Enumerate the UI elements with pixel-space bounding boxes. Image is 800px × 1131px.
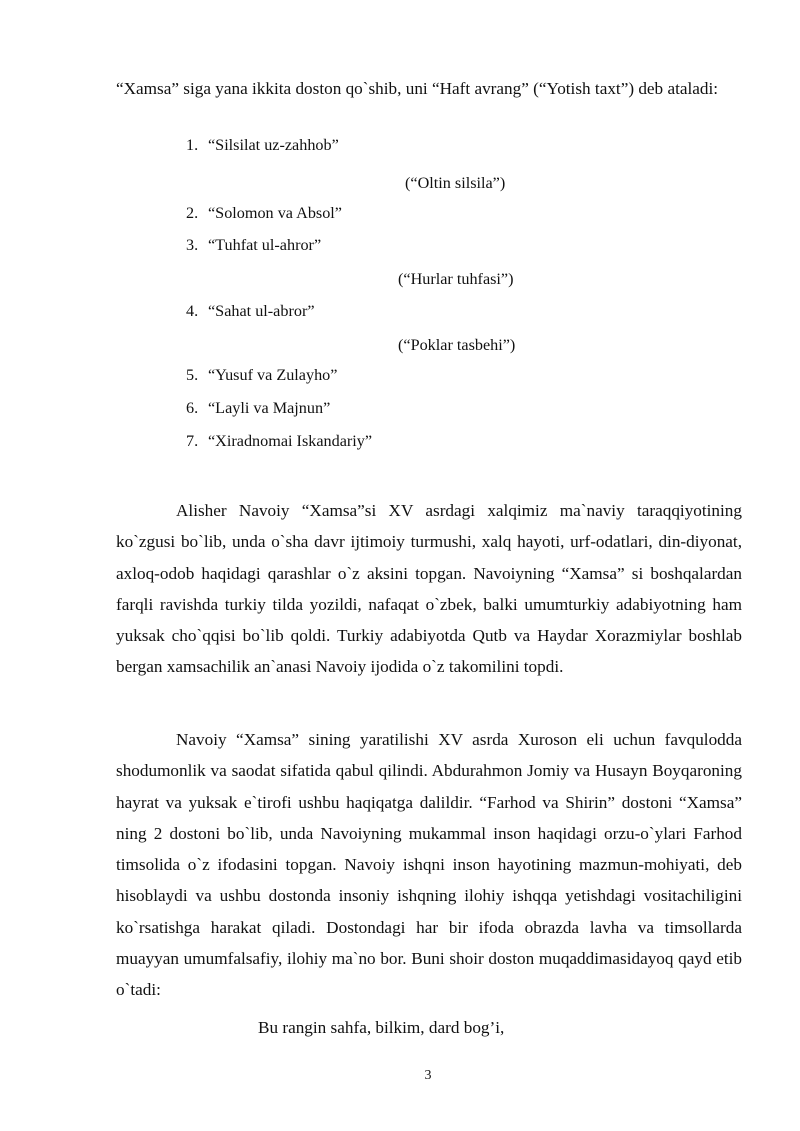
list-item — [186, 236, 321, 255]
list-item-title: “Silsilat uz-zahhob” — [208, 136, 339, 154]
list-item-title: “Layli va Majnun” — [208, 399, 331, 417]
list-item-number: 5. — [186, 366, 199, 384]
list-item — [186, 399, 330, 418]
list-item — [186, 204, 342, 223]
verse-line: Bu rangin sahfa, bilkim, dard bog’i, — [258, 1018, 505, 1037]
body-paragraph: Navoiy “Xamsa” sining yaratilishi XV asrda Xuroson eli uchun favqulodda shodumonlik va saodat sifatida qabul qilindi. Abdurahmon Jomiy va Husayn Boyqaroning hayrat va yuksak e`tirofi ushbu haqiqatga dalildir. “Farhod va Shirin” dostoni “Xamsa” ning 2 dostoni bo`lib, unda Navoiyning mukammal inson haqidagi orzu-o`ylari Farhod timsolida o`z ifodasini topgan. Navoiy ishqni inson hayotining mazmun-mohiyati, deb hisoblaydi va ushbu dostonda insoniy ishqning ilohiy ishqqa yetishdagi vositachiligini ko`rsatishga harakat qiladi. Dostondagi har bir ifoda obrazda lavha va timsollarda muayyan umumfalsafiy, ilohiy ma`no bor. Buni shoir doston muqaddimasidayoq qayd etib o`tadi: — [116, 730, 742, 1000]
list-item-title: “Xiradnomai Iskandariy” — [208, 432, 373, 450]
list-item — [186, 366, 337, 385]
list-item-title: “Solomon va Absol” — [208, 204, 342, 222]
list-item-translation: (“Oltin silsila”) — [405, 174, 506, 192]
intro-paragraph: “Xamsa” siga yana ikkita doston qo`shib, uni “Haft avrang” (“Yotish taxt”) deb ataladi: — [116, 79, 719, 98]
page-number: 3 — [424, 1068, 432, 1083]
list-item-number: 3. — [186, 236, 199, 254]
list-item-title: “Yusuf va Zulayho” — [208, 366, 338, 384]
list-item-translation: (“Poklar tasbehi”) — [398, 336, 516, 354]
list-item-number: 4. — [186, 302, 199, 320]
list-item-title: “Tuhfat ul-ahror” — [208, 236, 322, 254]
list-item-translation: (“Hurlar tuhfasi”) — [398, 270, 514, 288]
list-item — [186, 302, 315, 321]
list-item-title: “Sahat ul-abror” — [208, 302, 315, 320]
list-item-number: 1. — [186, 136, 199, 154]
list-item-number: 2. — [186, 204, 199, 222]
list-item — [186, 136, 339, 155]
list-item-number: 6. — [186, 399, 199, 417]
body-paragraph: Alisher Navoiy “Xamsa”si XV asrdagi xalqimiz ma`naviy taraqqiyotining ko`zgusi bo`lib, unda o`sha davr ijtimoiy turmushi, xalq hayoti, urf-odatlari, din-diyonat, axloq-odob haqidagi qarashlar o`z aksini topgan. Navoiyning “Xamsa” si boshqalardan farqli ravishda turkiy tilda yozildi, nafaqat o`zbek, balki umumturkiy adabiyotning ham yuksak cho`qqisi bo`lib qoldi. Turkiy adabiyotda Qutb va Haydar Xorazmiylar boshlab bergan xamsachilik an`anasi Navoiy ijodida o`z takomilini topdi. — [116, 501, 742, 677]
list-item-number: 7. — [186, 432, 199, 450]
list-item — [186, 432, 372, 451]
